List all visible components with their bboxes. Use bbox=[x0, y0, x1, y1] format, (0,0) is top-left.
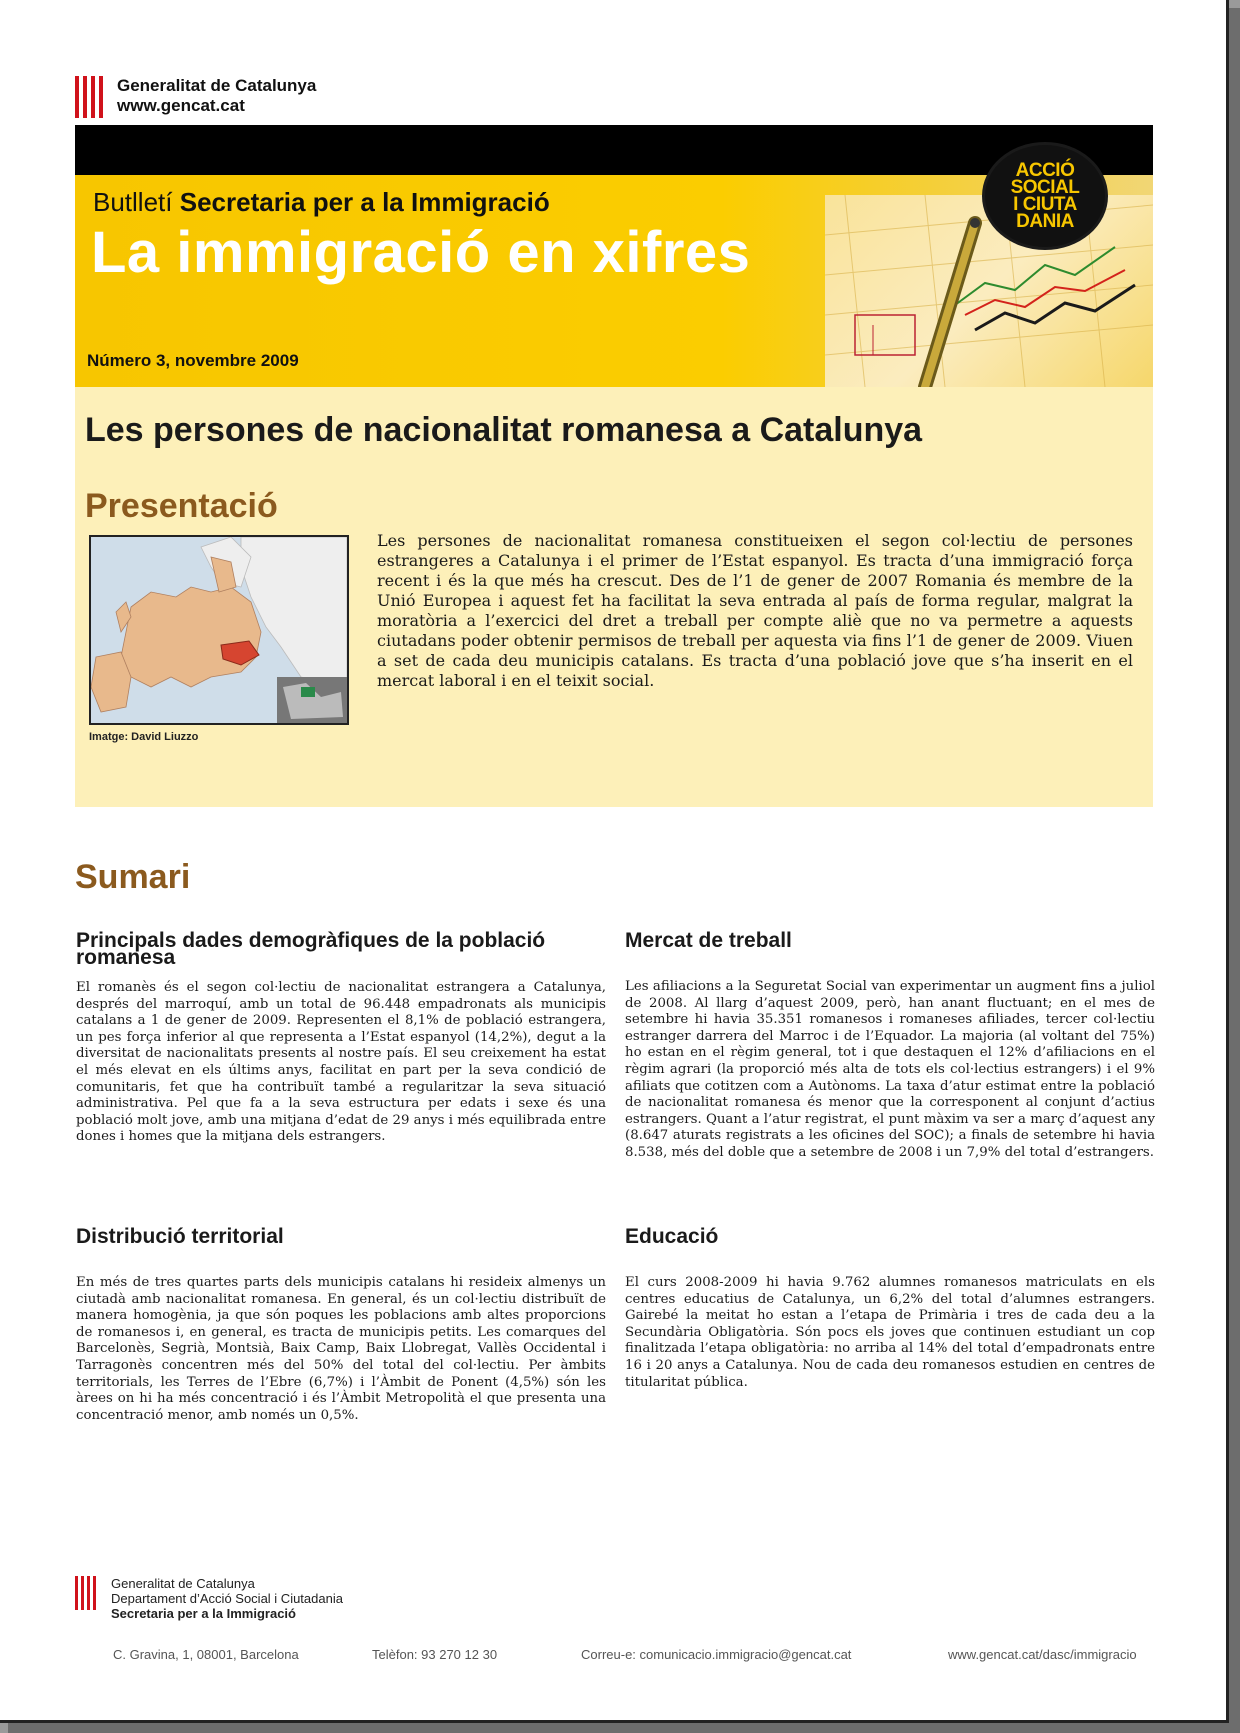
section-text: El curs 2008-2009 hi havia 9.762 alumnes romanesos matriculats en els centres educatius de Catalunya, un 6,2% del total d’alumnes estrangers. Gairebé la meitat ho estan a l’etapa de Primària i tres de cada deu a la Secundària Obligatòria. Són pocs els joves que continuen estudiant un cop finalitzada l’etapa obligatòria: no arriba al 14% del total d’empadronats entre 16 i 20 anys a Catalunya. Nou de cada deu romanesos estudien en centres de titularitat pública. bbox=[625, 1275, 1155, 1390]
chart-paper-illustration bbox=[825, 195, 1153, 387]
europe-map-image bbox=[89, 535, 349, 725]
section-text: En més de tres quartes parts dels municipis catalans hi resideix almenys un ciutadà amb nacionalitat romanesa. En general, és un col·lectiu distribuït de manera homogènia, ja que són poques les poblacions amb altes proporcions de romanesos i, en general, es tracta de municipis petits. Les comarques del Barcelonès, Segrià, Montsià, Baix Camp, Baix Llobregat, Vallès Occidental i Tarragonès concentren més del 50% del total del col·lectiu. Per àmbits territorials, les Terres de l’Ebre (6,7%) i l’Àmbit de Ponent (4,5%) són les àrees on hi ha més concentració i és l’Àmbit Metropolità el que presenta una concentració menor, amb només un 0,5%. bbox=[76, 1275, 606, 1423]
footer-phone: Telèfon: 93 270 12 30 bbox=[372, 1647, 498, 1662]
footer-logo bbox=[75, 1576, 343, 1621]
section-title: Educació bbox=[625, 1225, 719, 1248]
section-text: Les afiliacions a la Seguretat Social van experimentar un augment fins a juliol de 2008. Al llarg d’aquest 2009, però, han anant fluctuant; en el mes de setembre hi havia 35.351 romanesos i romaneses afiliades, tercer col·lectiu estranger darrera del Marroc i de l’Equador. La majoria (al voltant del 75%) ho estan en el règim general, tot i que destaquen el 12% d’afiliacions en el règim agrari (la proporció més alta de tots els col·lectius estrangers) i el 9% afiliats que cotitzen com a Autònoms. La taxa d’atur estimat entre la població de nacionalitat romanesa és menor que la corresponent al conjunt d’actius estrangers. Quant a l’atur registrat, el punt màxim va ser a març d’aquest any (8.647 aturats registrats a les oficines del SOC); a finals de setembre hi havia 8.538, més del doble que a setembre de 2008 i un 7,9% del total d’estrangers. bbox=[625, 979, 1155, 1160]
bulletin-name: Butlletí Secretaria per a la Immigració bbox=[93, 187, 550, 217]
accio-social-badge: ACCIÓ SOCIAL I CIUTA DANIA bbox=[985, 145, 1105, 247]
section-text: El romanès és el segon col·lectiu de nacionalitat estrangera a Catalunya, després del marroquí, amb un total de 96.448 empadronats als municipis catalans a 1 de gener de 2009. Representen el 8,1% de població estrangera, un pes força inferior al que representa a l’Estat espanyol (14,2%), degut a la diversitat de nacionalitats presents al nostre país. El seu creixement ha estat el més elevat en els últims anys, facilitat en part per la seva condició de comunitaris, fet que ha contribuït també a regularitzar la seva situació administrativa. Pel que fa a la seva estructura per edats i sexe és una població molt jove, amb una mitjana d’edat de 29 anys i més equilibrada entre dones i homes que la mitjana dels estrangers. bbox=[76, 980, 606, 1145]
issue-number: Número 3, novembre 2009 bbox=[87, 351, 299, 370]
senyera-icon bbox=[75, 76, 109, 118]
presentation-box bbox=[75, 387, 1153, 807]
footer-web-link[interactable]: www.gencat.cat/dasc/immigracio bbox=[948, 1647, 1137, 1662]
header-black-band bbox=[75, 125, 1153, 175]
europe-map-icon bbox=[91, 537, 347, 723]
section-title: Principals dades demogràfiques de la població romanesa bbox=[76, 929, 546, 969]
summary-section-education bbox=[625, 1225, 1155, 1391]
summary-section-labour bbox=[625, 929, 1155, 1162]
section-title: Mercat de treball bbox=[625, 929, 792, 952]
senyera-icon bbox=[75, 1576, 101, 1610]
footer-address: C. Gravina, 1, 08001, Barcelona bbox=[113, 1647, 299, 1662]
org-name: Generalitat de Catalunya bbox=[117, 76, 317, 95]
pen-and-chart-icon bbox=[825, 195, 1153, 387]
image-caption: Imatge: David Liuzzo bbox=[89, 731, 199, 743]
footer-org: Generalitat de Catalunya bbox=[111, 1576, 255, 1591]
article-title: Les persones de nacionalitat romanesa a Catalunya bbox=[85, 411, 923, 449]
section-title: Distribució territorial bbox=[76, 1225, 284, 1248]
summary-heading: Sumari bbox=[75, 858, 191, 896]
presentation-text: Les persones de nacionalitat romanesa constitueixen el segon col·lectiu de persones estrangeres a Catalunya i el primer de l’Estat espanyol. Es tracta d’una immigració força recent i és la que més ha crescut. Des de l’1 de gener de 2007 Romania és membre de la Unió Europea i aquest fet ha facilitat la seva entrada al país de forma regular, malgrat la moratòria a l’exercici del dret a treball per compte aliè que no va permetre a aquests ciutadans poder obtenir permisos de treball per aquesta via fins l’1 de gener de 2009. Viuen a set de cada deu municipis catalans. Es tracta d’una població jove que s’ha inserit en el mercat laboral i en el teixit social. bbox=[377, 531, 1133, 690]
presentation-heading: Presentació bbox=[85, 487, 278, 525]
summary-section-territory bbox=[76, 1225, 606, 1424]
footer-email[interactable]: Correu-e: comunicacio.immigracio@gencat.cat bbox=[581, 1647, 852, 1662]
footer-secretariat: Secretaria per a la Immigració bbox=[111, 1606, 296, 1621]
summary-section-demography bbox=[76, 929, 606, 1146]
org-url: www.gencat.cat bbox=[117, 96, 245, 115]
generalitat-logo bbox=[75, 76, 316, 118]
publication-title: La immigració en xifres bbox=[91, 220, 751, 285]
footer-department: Departament d’Acció Social i Ciutadania bbox=[111, 1591, 343, 1606]
